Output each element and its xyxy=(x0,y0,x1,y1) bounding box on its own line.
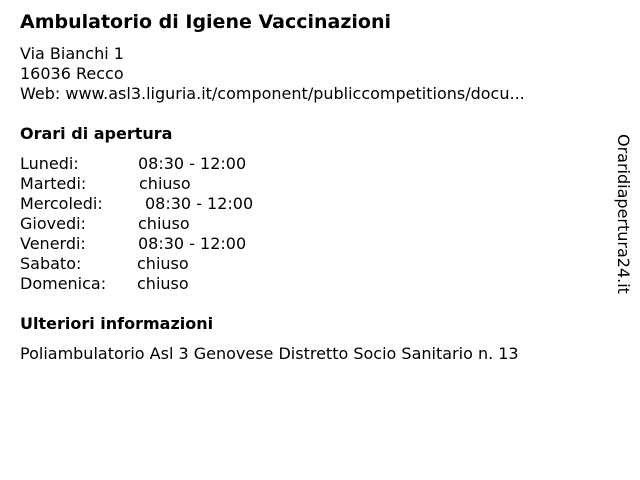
hours-row-tuesday xyxy=(20,174,320,194)
day-hours: 08:30 - 12:00 xyxy=(145,194,254,213)
day-label: Sabato: xyxy=(20,254,82,273)
site-watermark: Oraridiapertura24.it xyxy=(614,134,633,294)
day-label: Mercoledi: xyxy=(20,194,103,213)
day-label: Lunedi: xyxy=(20,154,79,173)
hours-row-monday xyxy=(20,154,320,174)
hours-row-thursday xyxy=(20,214,320,234)
address-street: Via Bianchi 1 xyxy=(20,44,124,63)
day-hours: chiuso xyxy=(137,274,189,293)
day-label: Giovedi: xyxy=(20,214,86,233)
page-title: Ambulatorio di Igiene Vaccinazioni xyxy=(20,11,392,33)
day-label: Domenica: xyxy=(20,274,107,293)
more-info-heading: Ulteriori informazioni xyxy=(20,314,214,333)
more-info-text: Poliambulatorio Asl 3 Genovese Distretto Socio Sanitario n. 13 xyxy=(20,344,519,363)
day-label: Venerdi: xyxy=(20,234,86,253)
day-hours: chiuso xyxy=(139,174,191,193)
hours-row-saturday xyxy=(20,254,320,274)
hours-row-friday xyxy=(20,234,320,254)
day-label: Martedi: xyxy=(20,174,87,193)
address-web[interactable]: Web: www.asl3.liguria.it/component/publiccompetitions/docu... xyxy=(20,84,525,103)
day-hours: 08:30 - 12:00 xyxy=(138,154,247,173)
day-hours: chiuso xyxy=(137,254,189,273)
address-city: 16036 Recco xyxy=(20,64,124,83)
day-hours: 08:30 - 12:00 xyxy=(138,234,247,253)
hours-row-wednesday xyxy=(20,194,320,214)
day-hours: chiuso xyxy=(138,214,190,233)
opening-hours-table xyxy=(20,154,320,294)
address-block xyxy=(20,44,525,104)
opening-hours-heading: Orari di apertura xyxy=(20,124,173,143)
hours-row-sunday xyxy=(20,274,320,294)
